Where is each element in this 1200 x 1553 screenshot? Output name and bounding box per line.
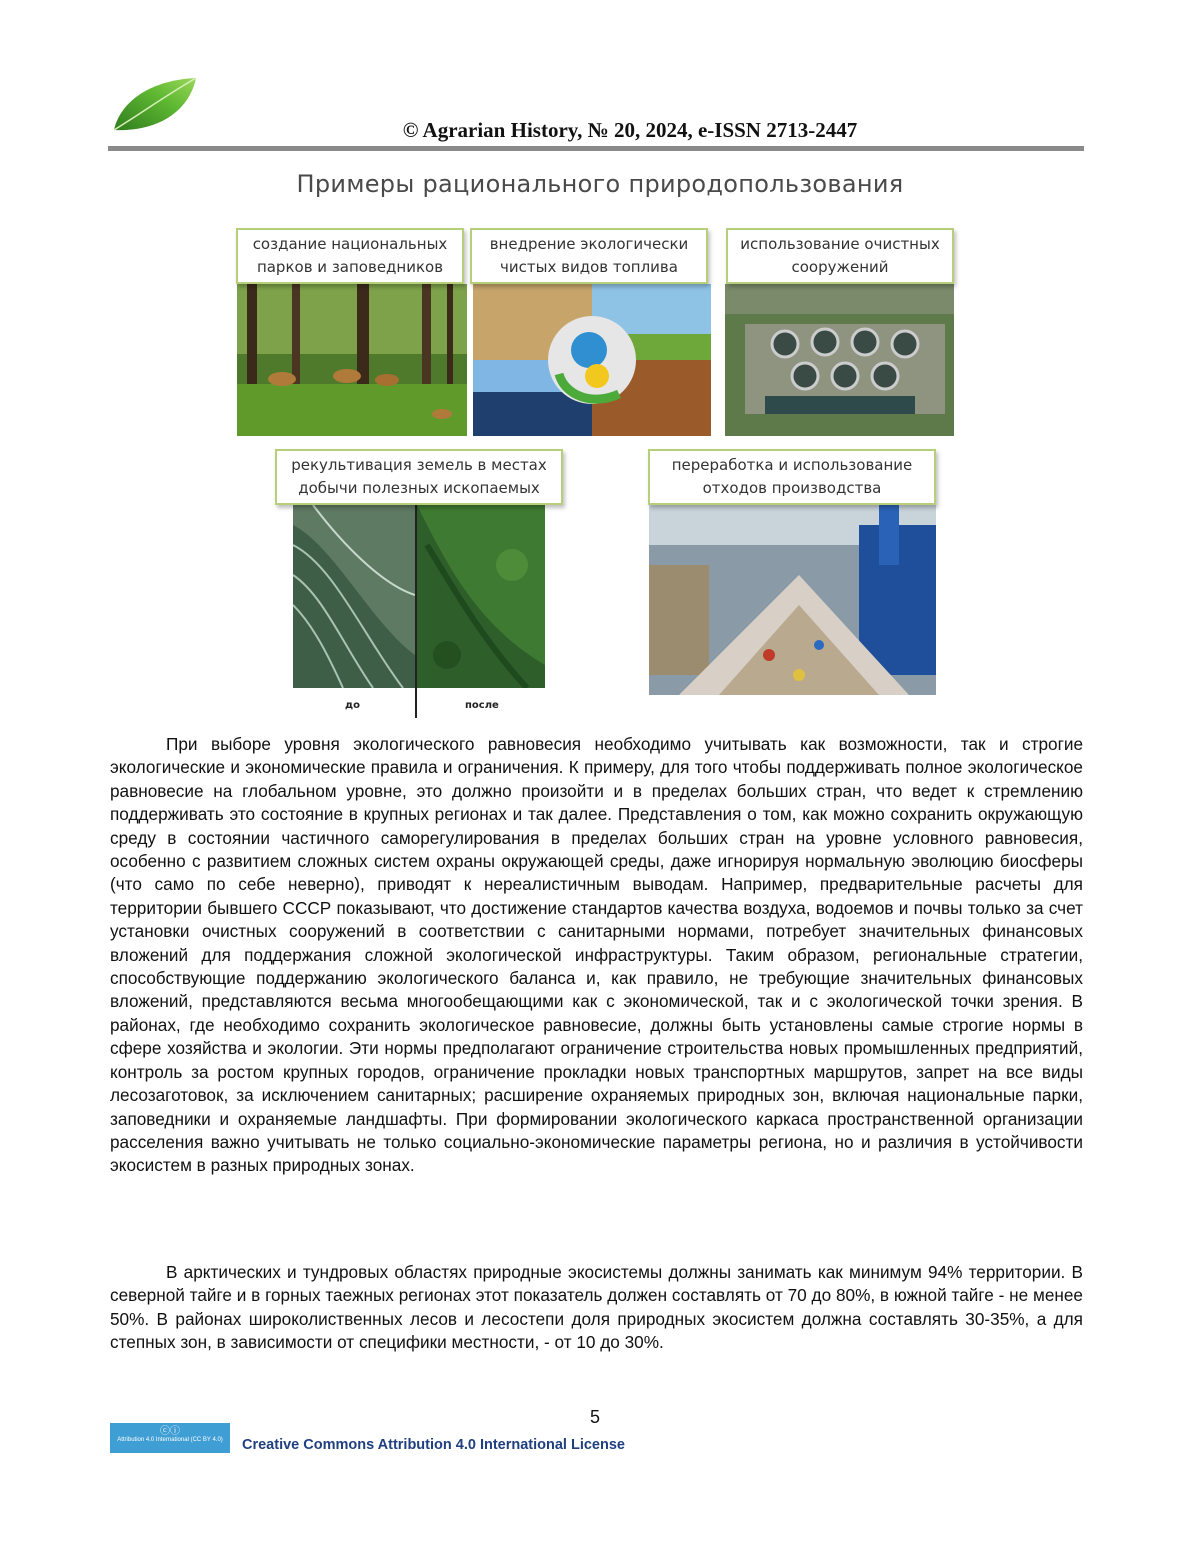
leaf-icon bbox=[110, 74, 200, 134]
clean-fuel-collage-photo bbox=[473, 284, 711, 436]
after-label: после bbox=[465, 700, 499, 711]
before-label: до bbox=[345, 700, 360, 711]
forest-deer-photo bbox=[237, 284, 467, 436]
cc-license-badge[interactable] bbox=[110, 1423, 230, 1453]
waste-recycling-photo bbox=[649, 505, 936, 695]
treatment-plant-photo bbox=[725, 284, 954, 436]
license-link[interactable]: Creative Commons Attribution 4.0 International License bbox=[242, 1437, 625, 1453]
figure-title: Примеры рационального природопользования bbox=[296, 170, 904, 198]
quarry-after-photo bbox=[417, 505, 545, 688]
caption-waste-processing: переработка и использование отходов производства bbox=[648, 449, 936, 505]
journal-citation: © Agrarian History, № 20, 2024, e-ISSN 2713-2447 bbox=[402, 118, 858, 142]
paragraph-2: В арктических и тундровых областях природные экосистемы должны занимать как минимум 94% территории. В северной тайге и в горных таежных регионах этот показатель должен составлять от 70 до 80%, в южной тайге - не менее 50%. В районах широколиственных лесов и лесостепи доля природных экосистем должна составлять 30-35%, а для степных зон, в зависимости от специфики местности, - от 10 до 30%. bbox=[110, 1262, 1083, 1353]
caption-land-reclamation: рекультивация земель в местах добычи полезных ископаемых bbox=[275, 449, 563, 505]
page-number: 5 bbox=[589, 1407, 600, 1427]
header-divider bbox=[108, 146, 1084, 151]
before-after-divider bbox=[415, 505, 417, 718]
cc-by-icon: ⓒⓘ bbox=[160, 1426, 180, 1437]
cc-badge-text: Attribution 4.0 International (CC BY 4.0) bbox=[117, 1437, 223, 1443]
caption-clean-fuel: внедрение экологически чистых видов топлива bbox=[470, 228, 708, 284]
caption-treatment-plants: использование очистных сооружений bbox=[726, 228, 954, 284]
caption-national-parks: создание национальных парков и заповедников bbox=[236, 228, 464, 284]
quarry-before-photo bbox=[293, 505, 415, 688]
paragraph-1: При выборе уровня экологического равновесия необходимо учитывать как возможности, так и строгие экологические и экономические правила и ограничения. К примеру, для того чтобы поддерживать полное экологическое равновесие на глобальном уровне, это должно произойти и в пределах больших стран, что ведет к стремлению поддерживать это состояние в крупных регионах и так далее. Представления о том, как можно сохранить окружающую среду в состоянии частичного саморегулирования в пределах больших стран на уровне условного равновесия, особенно с развитием сложных систем охраны окружающей среды, даже игнорируя нормальную эволюцию биосферы (что само по себе неверно), приводят к нереалистичным выводам. Например, предварительные расчеты для территории бывшего СССР показывают, что достижение стандартов качества воздуха, водоемов и почвы только за счет установки очистных сооружений в соответствии с санитарными нормами, потребует значительных финансовых вложений для поддержания сложной экологической инфраструктуры. Таким образом, региональные стратегии, способствующие поддержанию экологического баланса и, как правило, не требующие значительных финансовых вложений, представляются весьма многообещающими как с экономической, так и с экологической точки зрения. В районах, где необходимо сохранить экологическое равновесие, должны быть установлены самые строгие нормы в сфере хозяйства и экологии. Эти нормы предполагают ограничение строительства новых промышленных предприятий, контроль за ростом крупных городов, ограничение прокладки новых транспортных маршрутов, запрет на все виды лесозаготовок, за исключением санитарных; расширение охраняемых природных зон, включая национальные парки, заповедники и охраняемые ландшафты. При формировании экологического каркаса пространственной организации расселения важно учитывать не только социально-экономические параметры региона, но и различия в устойчивости экосистем в разных природных зонах. bbox=[110, 734, 1083, 1176]
